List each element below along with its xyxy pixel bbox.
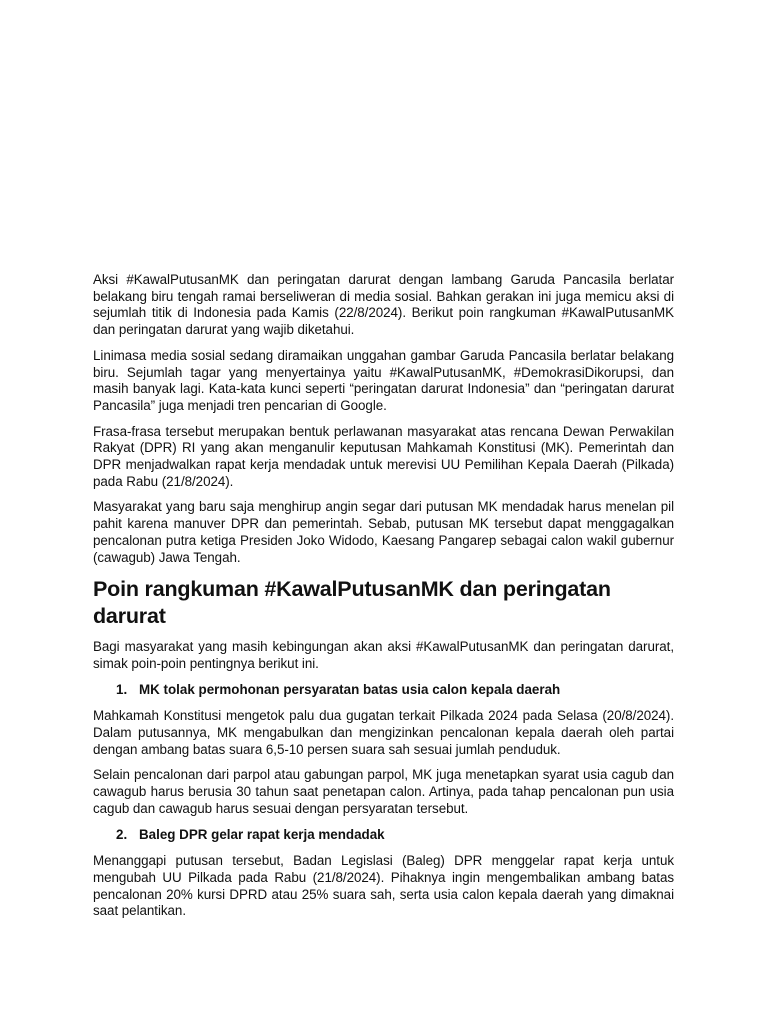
point-2-number: 2. (116, 826, 128, 842)
point-2-title (93, 827, 674, 844)
section-intro-paragraph: Bagi masyarakat yang masih kebingungan akan aksi #KawalPutusanMK dan peringatan darurat, simak poin-poin pentingnya berikut ini. (93, 639, 674, 671)
point-2-paragraph-1: Menanggapi putusan tersebut, Badan Legislasi (Baleg) DPR menggelar rapat kerja untuk mengubah UU Pilkada pada Rabu (21/8/2024). Pihaknya ingin mengembalikan ambang batas pencalonan 20% kursi DPRD atau 25% suara sah, serta usia calon kepala daerah yang dimaknai saat pelantikan. (93, 853, 674, 919)
point-1-paragraph-1: Mahkamah Konstitusi mengetok palu dua gugatan terkait Pilkada 2024 pada Selasa (20/8/2024). Dalam putusannya, MK mengabulkan dan mengizinkan pencalonan kepala daerah oleh partai dengan ambang batas suara 6,5-10 persen suara sah sesuai jumlah penduduk. (93, 708, 674, 757)
intro-paragraph-2: Linimasa media sosial sedang diramaikan unggahan gambar Garuda Pancasila berlatar belakang biru. Sejumlah tagar yang menyertainya yaitu #KawalPutusanMK, #DemokrasiDikorupsi, dan masih banyak lagi. Kata-kata kunci seperti “peringatan darurat Indonesia” dan “peringatan darurat Pancasila” juga menjadi tren pencarian di Google. (93, 347, 674, 413)
point-2-title-text: Baleg DPR gelar rapat kerja mendadak (139, 826, 385, 842)
intro-paragraph-1: Aksi #KawalPutusanMK dan peringatan darurat dengan lambang Garuda Pancasila berlatar belakang biru tengah ramai berseliweran di media sosial. Bahkan gerakan ini juga memicu aksi di sejumlah titik di Indonesia pada Kamis (22/8/2024). Berikut poin rangkuman #KawalPutusanMK dan peringatan darurat yang wajib diketahui. (93, 272, 674, 338)
point-1-paragraph-2: Selain pencalonan dari parpol atau gabungan parpol, MK juga menetapkan syarat usia cagub dan cawagub harus berusia 30 tahun saat penetapan calon. Artinya, pada tahap pencalonan pun usia cagub dan cawagub harus sesuai dengan persyaratan tersebut. (93, 767, 674, 816)
document-page (93, 272, 674, 929)
point-1-number: 1. (116, 681, 128, 697)
intro-paragraph-4: Masyarakat yang baru saja menghirup angin segar dari putusan MK mendadak harus menelan pil pahit karena manuver DPR dan pemerintah. Sebab, putusan MK tersebut dapat menggagalkan pencalonan putra ketiga Presiden Joko Widodo, Kaesang Pangarep sebagai calon wakil gubernur (cawagub) Jawa Tengah. (93, 499, 674, 565)
point-1-title (93, 682, 674, 699)
point-1-title-text: MK tolak permohonan persyaratan batas usia calon kepala daerah (139, 681, 561, 697)
section-heading: Poin rangkuman #KawalPutusanMK dan peringatan darurat (93, 577, 611, 629)
intro-paragraph-3: Frasa-frasa tersebut merupakan bentuk perlawanan masyarakat atas rencana Dewan Perwakilan Rakyat (DPR) RI yang akan menganulir keputusan Mahkamah Konstitusi (MK). Pemerintah dan DPR menjadwalkan rapat kerja mendadak untuk merevisi UU Pemilihan Kepala Daerah (Pilkada) pada Rabu (21/8/2024). (93, 423, 674, 489)
